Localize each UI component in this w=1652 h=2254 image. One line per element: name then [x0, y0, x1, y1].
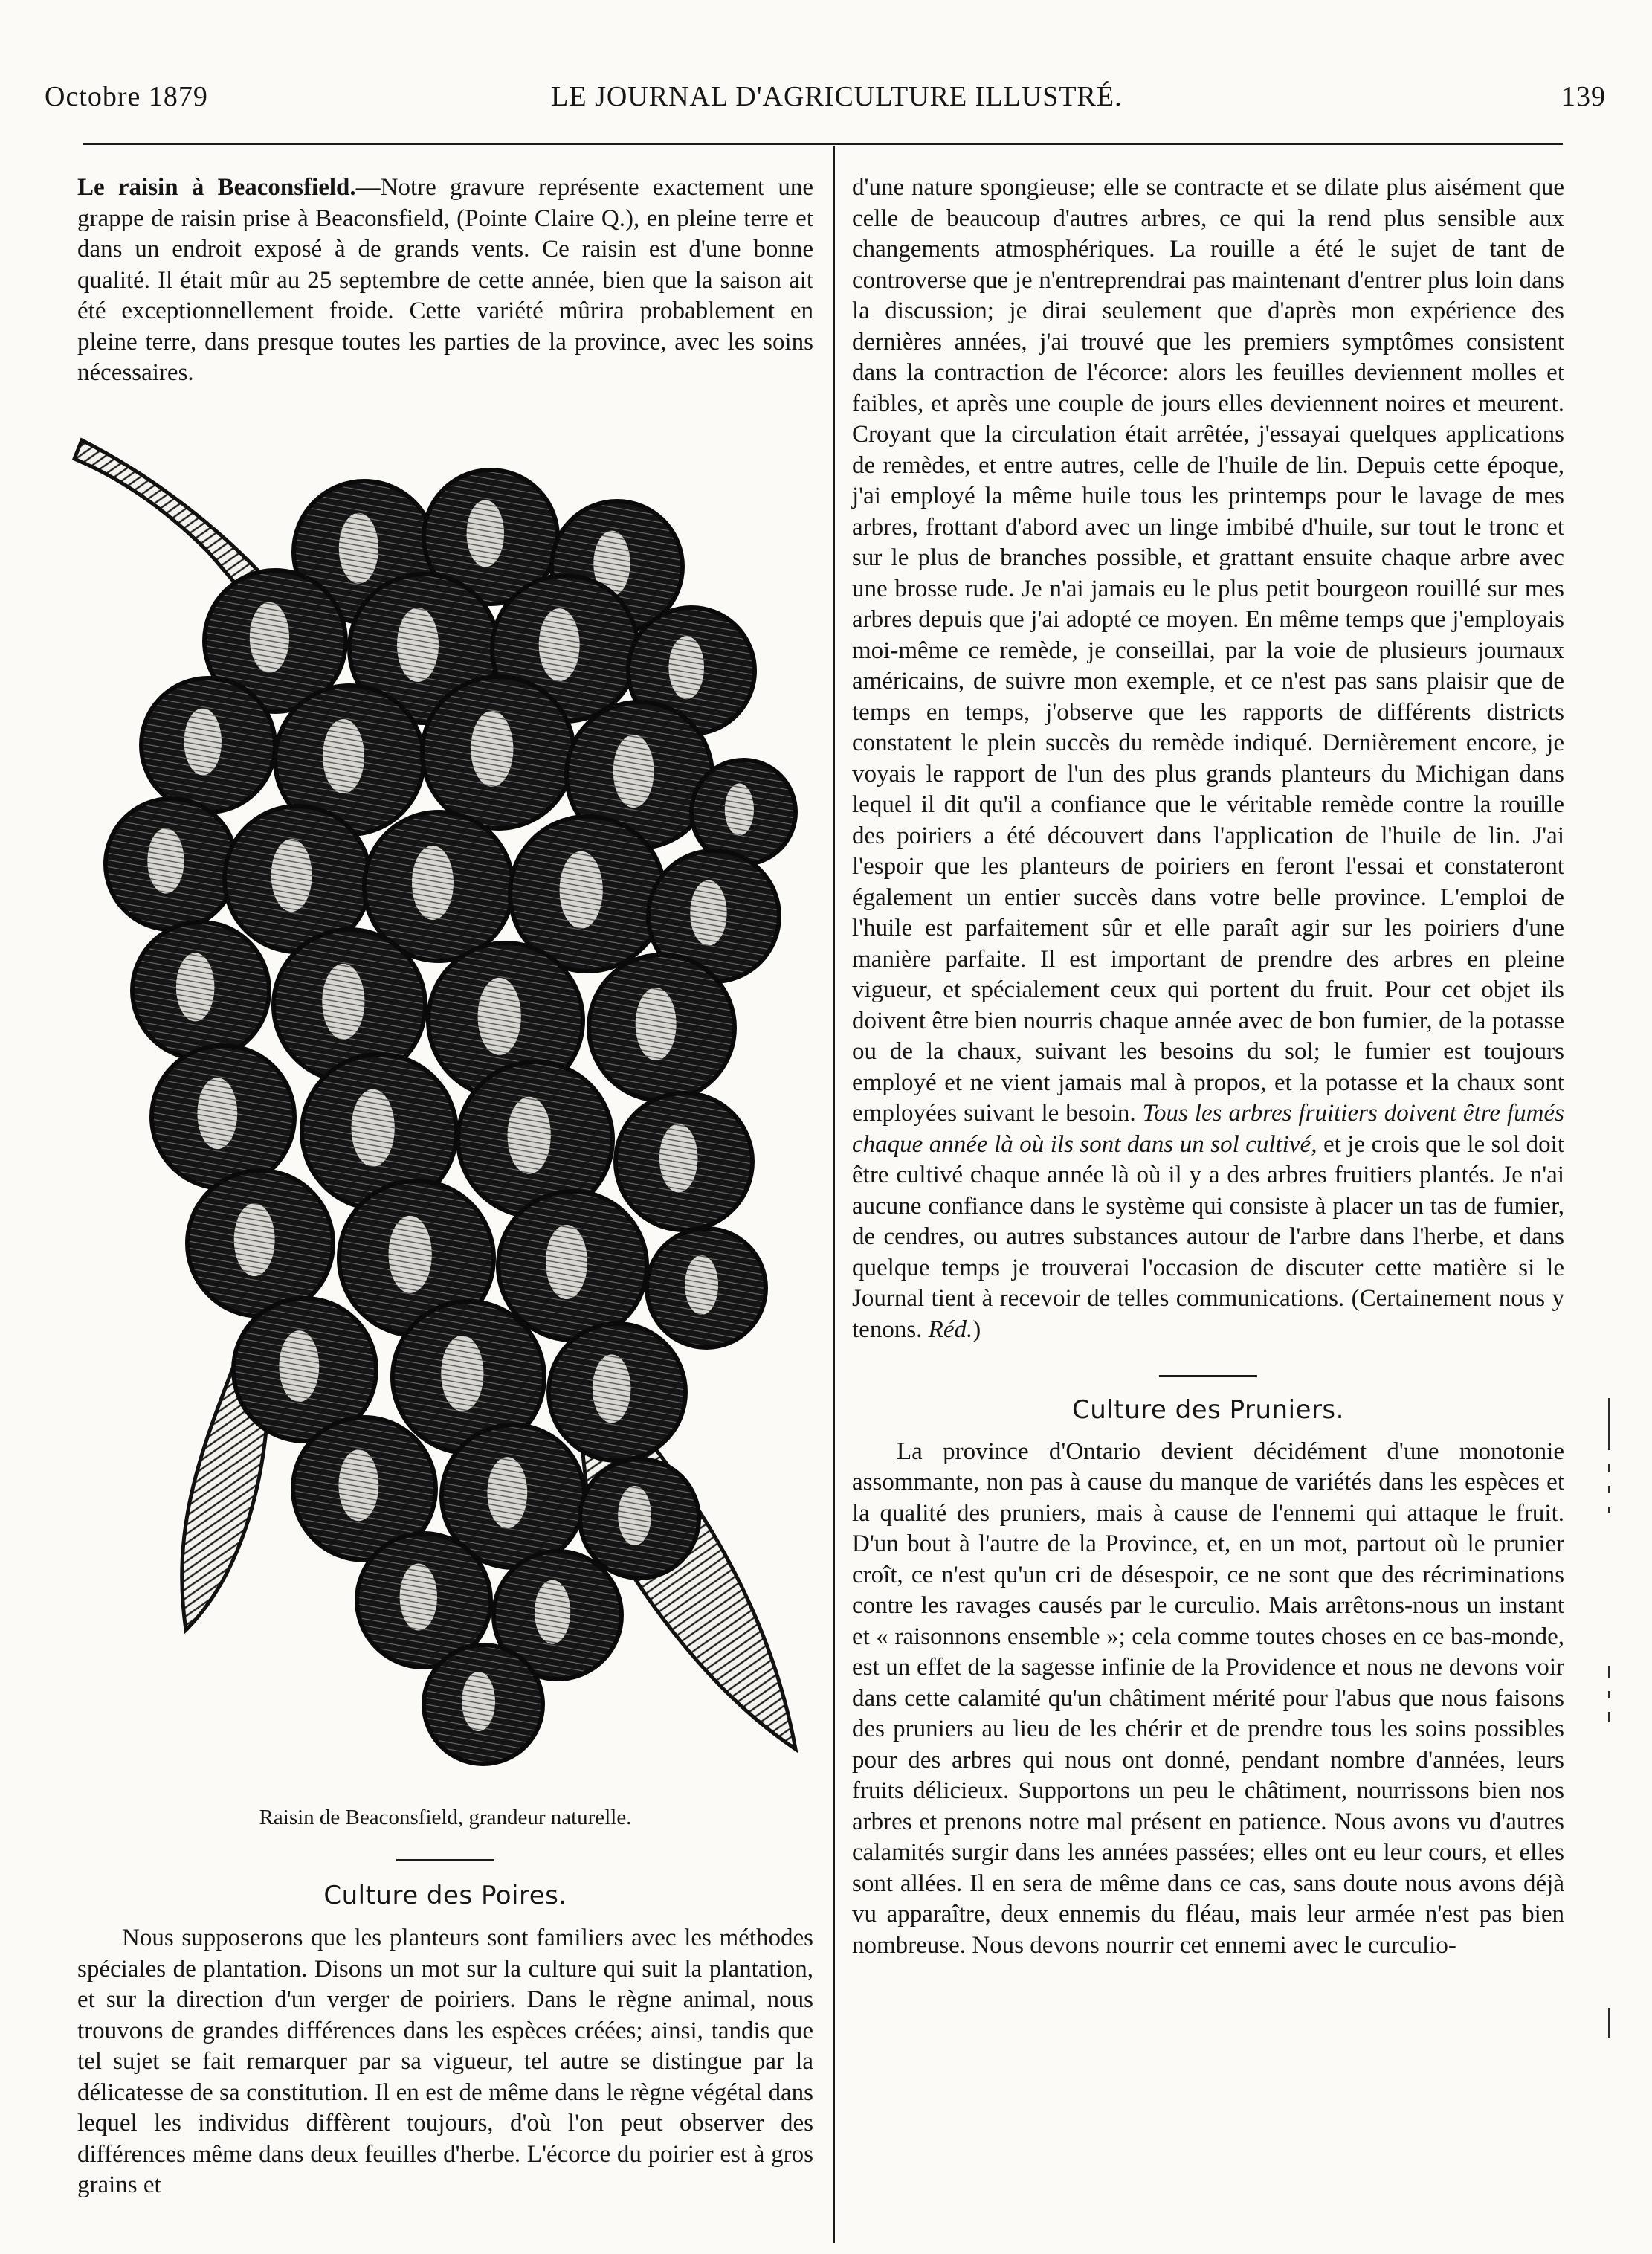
closing-paren: ): [972, 1316, 981, 1343]
margin-scan-marks: [1598, 1666, 1619, 1736]
illustration-caption: Raisin de Beaconsfield, grandeur naturelle.: [259, 1806, 632, 1829]
grape-highlight: [659, 1124, 698, 1192]
poires-text: Nous supposerons que les planteurs sont familiers avec les méthodes spéciales de plantation. Disons un mot sur la culture qui suit la plantation, et sur la direction d'un verger de poiriers. Dans le règne animal, nous trouvons de grandes différences dans les espèces créées; ainsi, tandis que tel sujet se fait remarquer par sa vigueur, tel autre se distingue par la délicatesse de sa constitution. Il en est de même dans le règne végétal dans lequel les individus diffèrent toujours, d'où l'on peut observer des différences même dans deux feuilles d'herbe. L'écorce du poirier est à gros grains et: [77, 1925, 813, 2198]
editor-mark: Réd.: [928, 1316, 973, 1343]
grape-highlight: [322, 964, 364, 1040]
header-title: LE JOURNAL D'AGRICULTURE ILLUSTRÉ.: [551, 81, 1123, 112]
grape-highlight: [478, 978, 521, 1055]
grape-highlight: [685, 1255, 718, 1315]
rouille-italic-maxim: Tous les arbres fruitiers doivent être fumés chaque année là où ils sont dans un sol cultivé,: [852, 1100, 1564, 1158]
grape-highlight: [636, 988, 677, 1060]
margin-scan-marks: [1598, 1398, 1619, 1526]
header-page-number: 139: [1561, 81, 1606, 112]
header-date: Octobre 1879: [45, 81, 208, 112]
grape-highlight: [535, 1580, 570, 1644]
grape-highlight: [546, 1225, 587, 1299]
grape-highlight: [147, 828, 184, 894]
header-rule: [83, 143, 1563, 145]
grape-highlight: [560, 851, 603, 929]
grape-highlight: [338, 1449, 378, 1521]
right-column-article: [852, 173, 1564, 1961]
grape-highlight: [668, 636, 704, 699]
grape-highlight: [271, 839, 312, 912]
grape-highlight: [397, 608, 439, 682]
grape-highlight: [389, 1216, 432, 1293]
grape-highlight: [593, 1354, 631, 1423]
intro-article: [77, 173, 813, 389]
grape-highlight: [197, 1078, 237, 1149]
grape-highlight: [725, 784, 754, 836]
grape-highlight: [400, 1564, 437, 1631]
pruniers-text: La province d'Ontario devient décidément d'une monotonie assommante, non pas à cause du manque de variétés dans les espèces et la qualité des pruniers, mais à cause de l'ennemi qui attaque le fruit. D'un bout à l'autre de la Province, et, en un mot, partout où le prunier croît, ce n'est qu'un cri de désespoir, ce ne sont que des récriminations contre les ravages causés par le curculio. Mais arrêtons-nous un instant et « raisonnons ensemble »; cela comme toutes choses en ce bas-monde, est un effet de la sagesse infinie de la Providence et nous ne devons voir dans cette calamité qu'un châtiment mérité pour l'abus que nous faisons des pruniers au lieu de les chérir et de prendre tous les soins possibles pour des arbres qui nous ont donné, pendant nombre d'années, leurs fruits délicieux. Supportons un peu le châtiment, nourrissons bien nos arbres et prenons notre mal présent en patience. Nous avons vu d'autres calamités surgir dans les années passées; elles ont eu leur cours, et elles sont allées. Il en sera de même dans ce cas, sans doute nous avons déjà vu apparaître, deux ennemis du fléau, mais leur armée n'est pas bien nombreuse. Nous devons nourrir cet ennemi avec le curculio-: [852, 1437, 1564, 1959]
grape-highlight: [184, 709, 222, 776]
intro-text: —Notre gravure représente exactement une grappe de raisin prise à Beaconsfield, (Pointe Claire Q.), en pleine terre et dans un endroit exposé à de grands vents. Ce raisin est d'une bonne qualité. Il était mûr au 25 septembre de cette année, bien que la saison ait été exceptionnellement froide. Cette variété mûrira probablement en pleine terre, dans presque toutes les parties de la province, avec les soins nécessaires.: [77, 174, 814, 386]
grape-highlight: [234, 1203, 275, 1276]
grape-highlight: [487, 1457, 527, 1528]
grape-highlight: [279, 1330, 319, 1402]
grape-cluster-illustration: [52, 425, 825, 1786]
grape-highlight: [690, 880, 726, 946]
grape-highlight: [412, 846, 454, 920]
grape-cluster-engraving-icon: [52, 425, 825, 1786]
grape-highlight: [352, 1089, 395, 1167]
grape-highlight: [471, 711, 513, 787]
grape-highlight: [462, 1672, 495, 1731]
section-title-pruniers: Culture des Pruniers.: [1072, 1395, 1344, 1425]
grape-highlight: [539, 608, 580, 681]
grape-highlight: [441, 1336, 483, 1411]
section-title-poires: Culture des Poires.: [323, 1880, 567, 1910]
margin-scan-marks: [1598, 2008, 1619, 2051]
column-separator: [833, 146, 835, 2243]
grape-highlight: [176, 953, 215, 1021]
grape-highlight: [467, 500, 504, 567]
grape-highlight: [323, 719, 364, 793]
grape-highlight: [339, 513, 378, 584]
running-header: [45, 80, 1606, 115]
grape-highlight: [508, 1097, 551, 1174]
poires-article: [77, 1803, 813, 2201]
rouille-text-continued: et je crois que le sol doit être cultivé chaque année là où il y a des arbres fruitiers plantés. Je n'ai aucune confiance dans le système qui consiste à placer un tas de fumier, de cendres, ou autres substances autour de l'arbre dans l'herbe, et dans quelque temps je trouverai l'occasion de discuter cette matière si le Journal tient à recevoir de telles communications. (Certainement nous y tenons.: [852, 1130, 1565, 1343]
grape-highlight: [613, 735, 654, 808]
rouille-text: d'une nature spongieuse; elle se contracte et se dilate plus aisément que celle de beaucoup d'autres arbres, ce qui la rend plus sensible aux changements atmosphériques. La rouille a été le sujet de tant de controverse que je n'entreprendrai pas maintenant d'entrer plus loin dans la discussion; je dirai seulement que d'après mon expérience des dernières années, j'ai trouvé que les premiers symptômes consistent dans la contraction de l'écorce: alors les feuilles deviennent molles et faibles, et après une couple de jours elles deviennent noires et meurent. Croyant que la circulation était arrêtée, j'essayai quelques applications de remèdes, et entre autres, celle de l'huile de lin. Depuis cette époque, j'ai employé la même huile tous les printemps pour le lavage de mes arbres, frottant d'abord avec un linge imbibé d'huile, sur tout le tronc et sur le plus de branches possible, et grattant ensuite chaque arbre avec une brosse rude. Je n'ai jamais eu le plus petit bourgeon rouillé sur mes arbres depuis que j'ai adopté ce moyen. En même temps que j'employais moi-même ce remède, je conseillai, par la voie de plusieurs journaux américains, de suivre mon exemple, et ce n'est pas sans plaisir que de temps en temps, j'observe que les rapports de différents districts constatent le plein succès du remède indiqué. Dernièrement encore, je voyais le rapport de l'un des plus grands planteurs du Michigan dans lequel il dit qu'il a confiance que le véritable remède contre la rouille des poiriers a été découvert dans l'application de l'huile de lin. J'ai l'espoir que les planteurs de poiriers en feront l'essai et constateront également un entier succès dans votre belle province. L'emploi de l'huile est parfaitement sûr et elle paraît agir sur les poiriers d'une manière parfaite. Il est important de prendre des arbres en pleine vigueur, et spécialement ceux qui portent du fruit. Pour cet objet ils doivent être bien nourris chaque année avec de bon fumier, de la potasse ou de la chaux, suivant les besoins du sol; le fumier est toujours employé et ne vient jamais mal à propos, et la potasse et la chaux sont employées suivant le besoin.: [852, 174, 1564, 1127]
intro-heading: Le raisin à Beaconsfield.: [77, 174, 356, 201]
grape-highlight: [250, 602, 289, 673]
grape-highlight: [618, 1486, 651, 1545]
